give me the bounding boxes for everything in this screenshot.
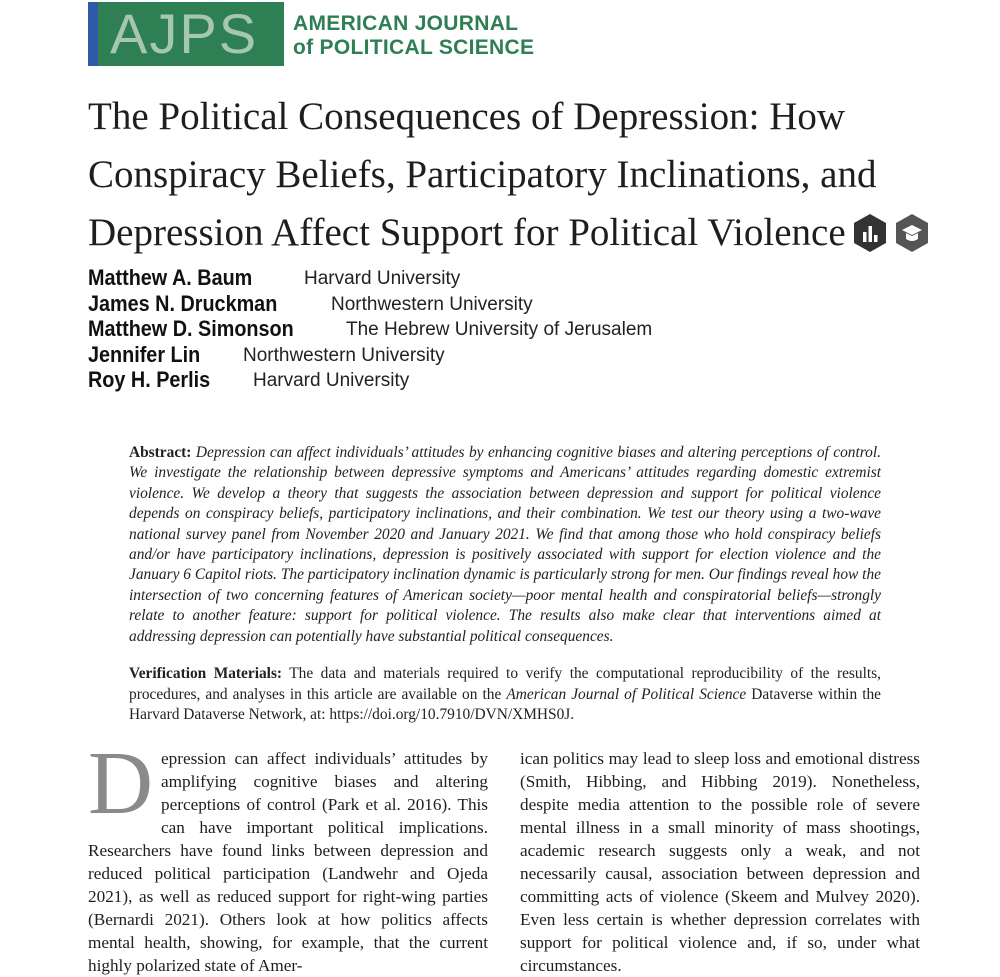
title-line-3: Depression Affect Support for Political Violence — [88, 211, 846, 254]
verification-text-before: The data and materials required to verify the computational reproducibility of the results, procedures, and analyses in this article are available on the — [129, 665, 881, 703]
author-affiliation: The Hebrew University of Jerusalem — [346, 319, 653, 340]
verification-label: Verification Materials: — [129, 665, 283, 682]
author-affiliation: Northwestern University — [331, 293, 533, 315]
author-row — [88, 290, 533, 317]
title-line-3-wrap — [88, 204, 938, 262]
author-name: Matthew D. Simonson — [88, 316, 294, 341]
logo-stripe — [88, 2, 98, 66]
abstract-label: Abstract: — [129, 444, 192, 461]
author-name: James N. Druckman — [88, 290, 278, 316]
abstract — [129, 443, 881, 647]
title-line-1: The Political Consequences of Depression: How — [88, 95, 846, 138]
author-row — [88, 341, 445, 368]
body-right-column — [520, 747, 920, 977]
verification-text-after: Dataverse within the Harvard Dataverse Network, at: https://doi.org/10.7910/DVN/XMHS0J. — [129, 685, 881, 724]
article-title — [88, 88, 938, 262]
author-row — [88, 316, 653, 342]
author-affiliation: Harvard University — [253, 370, 410, 391]
verification-journal: American Journal of Political Science — [506, 685, 747, 703]
author-list — [88, 265, 653, 393]
journal-name-line2: of POLITICAL SCIENCE — [293, 36, 535, 59]
abstract-text: Depression can affect individuals’ attitudes by enhancing cognitive biases and altering perceptions of control. We investigate the relationship between depressive symptoms and Americans’ attitudes regarding domestic extremist violence. We develop a theory that suggests the association between depression and support for political violence depends on conspiracy beliefs, participatory inclinations, and their combination. We test our theory using a two-wave national survey panel from November 2020 and January 2021. We find that among those who hold conspiracy beliefs and/or have participatory inclinations, depression is positively associated with support for election violence and the January 6 Capitol riots. The participatory inclination dynamic is particularly strong for men. Our findings reveal how the intersection of two concerning features of American society—poor mental health and conspiratorial beliefs—strongly relate to another feature: support for political violence. The results also make clear that interventions aimed at addressing depression can potentially have substantial political consequences. — [129, 444, 881, 645]
open-materials-badge-icon[interactable] — [894, 212, 930, 252]
open-data-badge-icon[interactable] — [852, 212, 888, 252]
body-left-text: epression can affect individuals’ attitudes by amplifying cognitive biases and altering perceptions of control (Park et al. 2016). This can have important political implications. Researchers have found links between depression and reduced political participation (Landwehr and Ojeda 2021), as well as reduced support for right-wing parties (Bernardi 2021). Others look at how politics affects mental health, showing, for example, that the current highly polarized state of Amer- — [88, 749, 488, 975]
author-name: Jennifer Lin — [88, 341, 201, 367]
drop-cap: D — [88, 734, 153, 833]
author-affiliation: Harvard University — [304, 268, 461, 289]
author-name: Matthew A. Baum — [88, 265, 253, 290]
author-row — [88, 367, 410, 393]
verification-materials — [129, 664, 881, 726]
journal-name — [293, 12, 534, 60]
journal-logo — [88, 2, 284, 66]
title-line-2: Conspiracy Beliefs, Participatory Inclinations, and — [88, 153, 877, 196]
author-row — [88, 265, 461, 291]
author-affiliation: Northwestern University — [243, 344, 445, 366]
author-name: Roy H. Perlis — [88, 367, 211, 392]
journal-name-line1: AMERICAN JOURNAL — [293, 12, 519, 35]
body-left-column — [88, 734, 488, 977]
logo-text: AJPS — [110, 2, 259, 65]
body-right-text: ican politics may lead to sleep loss and emotional distress (Smith, Hibbing, and Hibbing 2019). Nonetheless, despite media attention to the possible role of severe mental illness in a small minority of mass shootings, academic research suggests only a weak, and not necessarily causal, association between depression and committing acts of violence (Skeem and Mulvey 2020). Even less certain is whether depression correlates with support for political violence and, if so, under what circumstances. — [520, 749, 920, 975]
